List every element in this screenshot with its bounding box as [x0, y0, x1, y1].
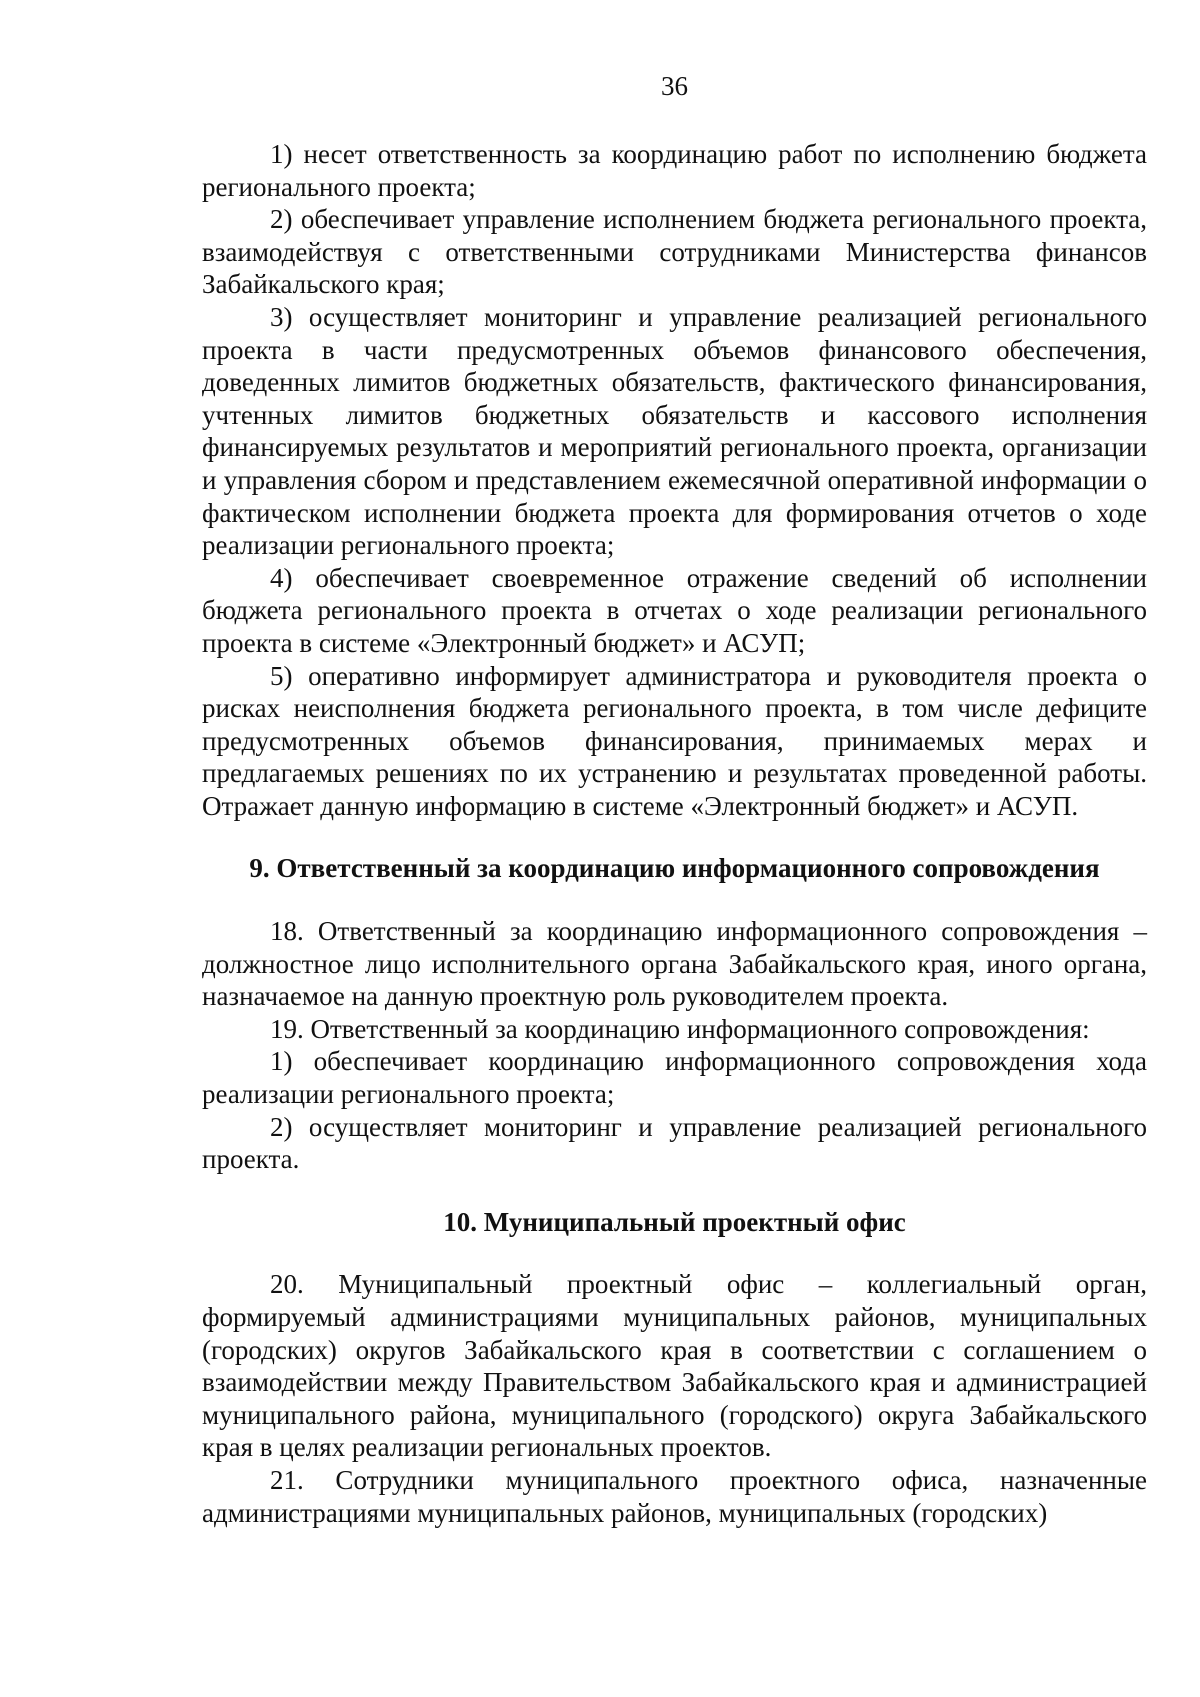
- paragraph: 18. Ответственный за координацию информационного сопровождения – должностное лицо исполнительного органа Забайкальского края, иного органа, назначаемое на данную проектную роль руководителем проекта.: [202, 916, 1147, 1012]
- paragraph: 20. Муниципальный проектный офис – коллегиальный орган, формируемый администрациями муниципальных районов, муниципальных (городских) округов Забайкальского края в соответствии с соглашением о взаимодействии между Правительством Забайкальского края и администрацией муниципального района, муниципального (городского) округа Забайкальского края в целях реализации региональных проектов.: [202, 1269, 1147, 1463]
- paragraph: 2) осуществляет мониторинг и управление реализацией регионального проекта.: [202, 1111, 1147, 1175]
- paragraph: 5) оперативно информирует администратора и руководителя проекта о рисках неисполнения бюджета регионального проекта, в том числе дефиците предусмотренных объемов финансирования, принимаемых мерах и предлагаемых решениях по их устранению и результатах проведенной работы. Отражает данную информацию в системе «Электронный бюджет» и АСУП.: [202, 660, 1147, 821]
- paragraph: 1) обеспечивает координацию информационного сопровождения хода реализации регионального проекта;: [202, 1046, 1147, 1110]
- document-body: [202, 138, 1147, 1529]
- page-number: 36: [661, 71, 688, 101]
- paragraph: 4) обеспечивает своевременное отражение сведений об исполнении бюджета регионального проекта в отчетах о ходе реализации регионального проекта в системе «Электронный бюджет» и АСУП;: [202, 562, 1147, 658]
- paragraph: 1) несет ответственность за координацию работ по исполнению бюджета регионального проекта;: [202, 139, 1147, 202]
- paragraph: 2) обеспечивает управление исполнением бюджета регионального проекта, взаимодействуя с ответственными сотрудниками Министерства финансов Забайкальского края;: [202, 204, 1147, 300]
- section-heading-10: 10. Муниципальный проектный офис: [443, 1206, 906, 1237]
- section-heading-9: 9. Ответственный за координацию информационного сопровождения: [249, 853, 1100, 884]
- paragraph: 21. Сотрудники муниципального проектного офиса, назначенные администрациями муниципальных районов, муниципальных (городских): [202, 1464, 1147, 1528]
- paragraph: 19. Ответственный за координацию информационного сопровождения:: [270, 1013, 1090, 1044]
- paragraph: 3) осуществляет мониторинг и управление реализацией регионального проекта в части предусмотренных объемов финансового обеспечения, доведенных лимитов бюджетных обязательств, фактического финансирования, учтенных лимитов бюджетных обязательств и кассового исполнения финансируемых результатов и мероприятий регионального проекта, организации и управления сбором и представлением ежемесячной оперативной информации о фактическом исполнении бюджета проекта для формирования отчетов о ходе реализации регионального проекта;: [202, 301, 1147, 561]
